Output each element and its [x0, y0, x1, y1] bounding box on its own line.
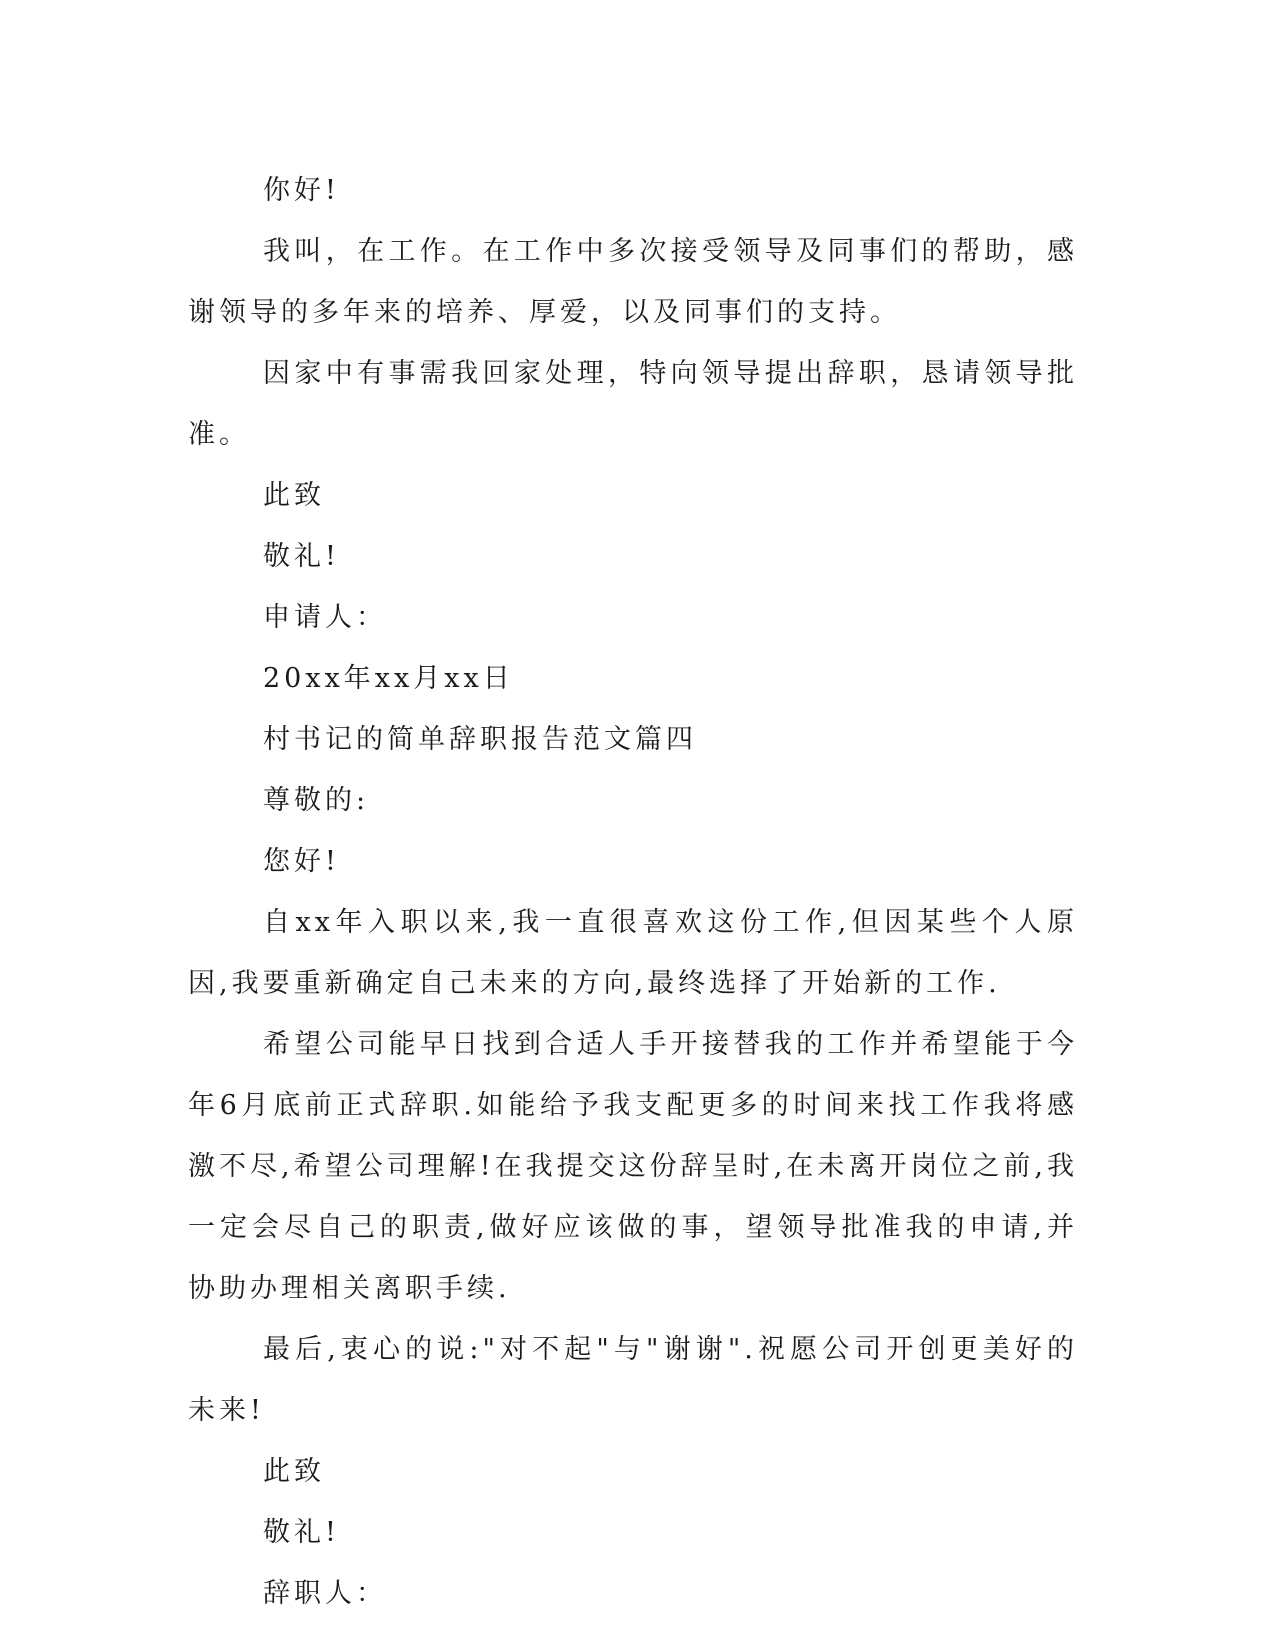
- applicant-label: 申请人：: [263, 602, 387, 633]
- greeting: 你好!: [263, 175, 340, 206]
- letter-body: [188, 160, 1078, 1624]
- body-paragraph-3: 最后,衷心的说:"对不起"与"谢谢".祝愿公司开创更美好的未来!: [188, 1334, 1078, 1426]
- salutation: 敬礼!: [263, 541, 340, 572]
- section-title: 村书记的简单辞职报告范文篇四: [263, 724, 697, 755]
- greeting-2: 您好!: [263, 846, 340, 877]
- salutation-2: 敬礼!: [263, 1517, 340, 1548]
- date-line: 20xx年xx月xx日: [263, 663, 514, 694]
- addressee: 尊敬的:: [263, 785, 370, 816]
- intro-paragraph: 我叫，在工作。在工作中多次接受领导及同事们的帮助，感谢领导的多年来的培养、厚爱，以及同事们的支持。: [188, 236, 1078, 328]
- body-paragraph-2: 希望公司能早日找到合适人手开接替我的工作并希望能于今年6月底前正式辞职.如能给予我支配更多的时间来找工作我将感激不尽,希望公司理解!在我提交这份辞呈时,在未离开岗位之前,我一定会尽自己的职责,做好应该做的事，望领导批准我的申请,并协助办理相关离职手续.: [188, 1029, 1078, 1304]
- closing-line-2: 此致: [263, 1456, 325, 1487]
- closing-line: 此致: [263, 480, 325, 511]
- resigner-label: 辞职人：: [263, 1578, 387, 1609]
- reason-paragraph: 因家中有事需我回家处理，特向领导提出辞职，恳请领导批准。: [188, 358, 1078, 450]
- body-paragraph-1: 自xx年入职以来,我一直很喜欢这份工作,但因某些个人原因,我要重新确定自己未来的方向,最终选择了开始新的工作.: [188, 907, 1078, 999]
